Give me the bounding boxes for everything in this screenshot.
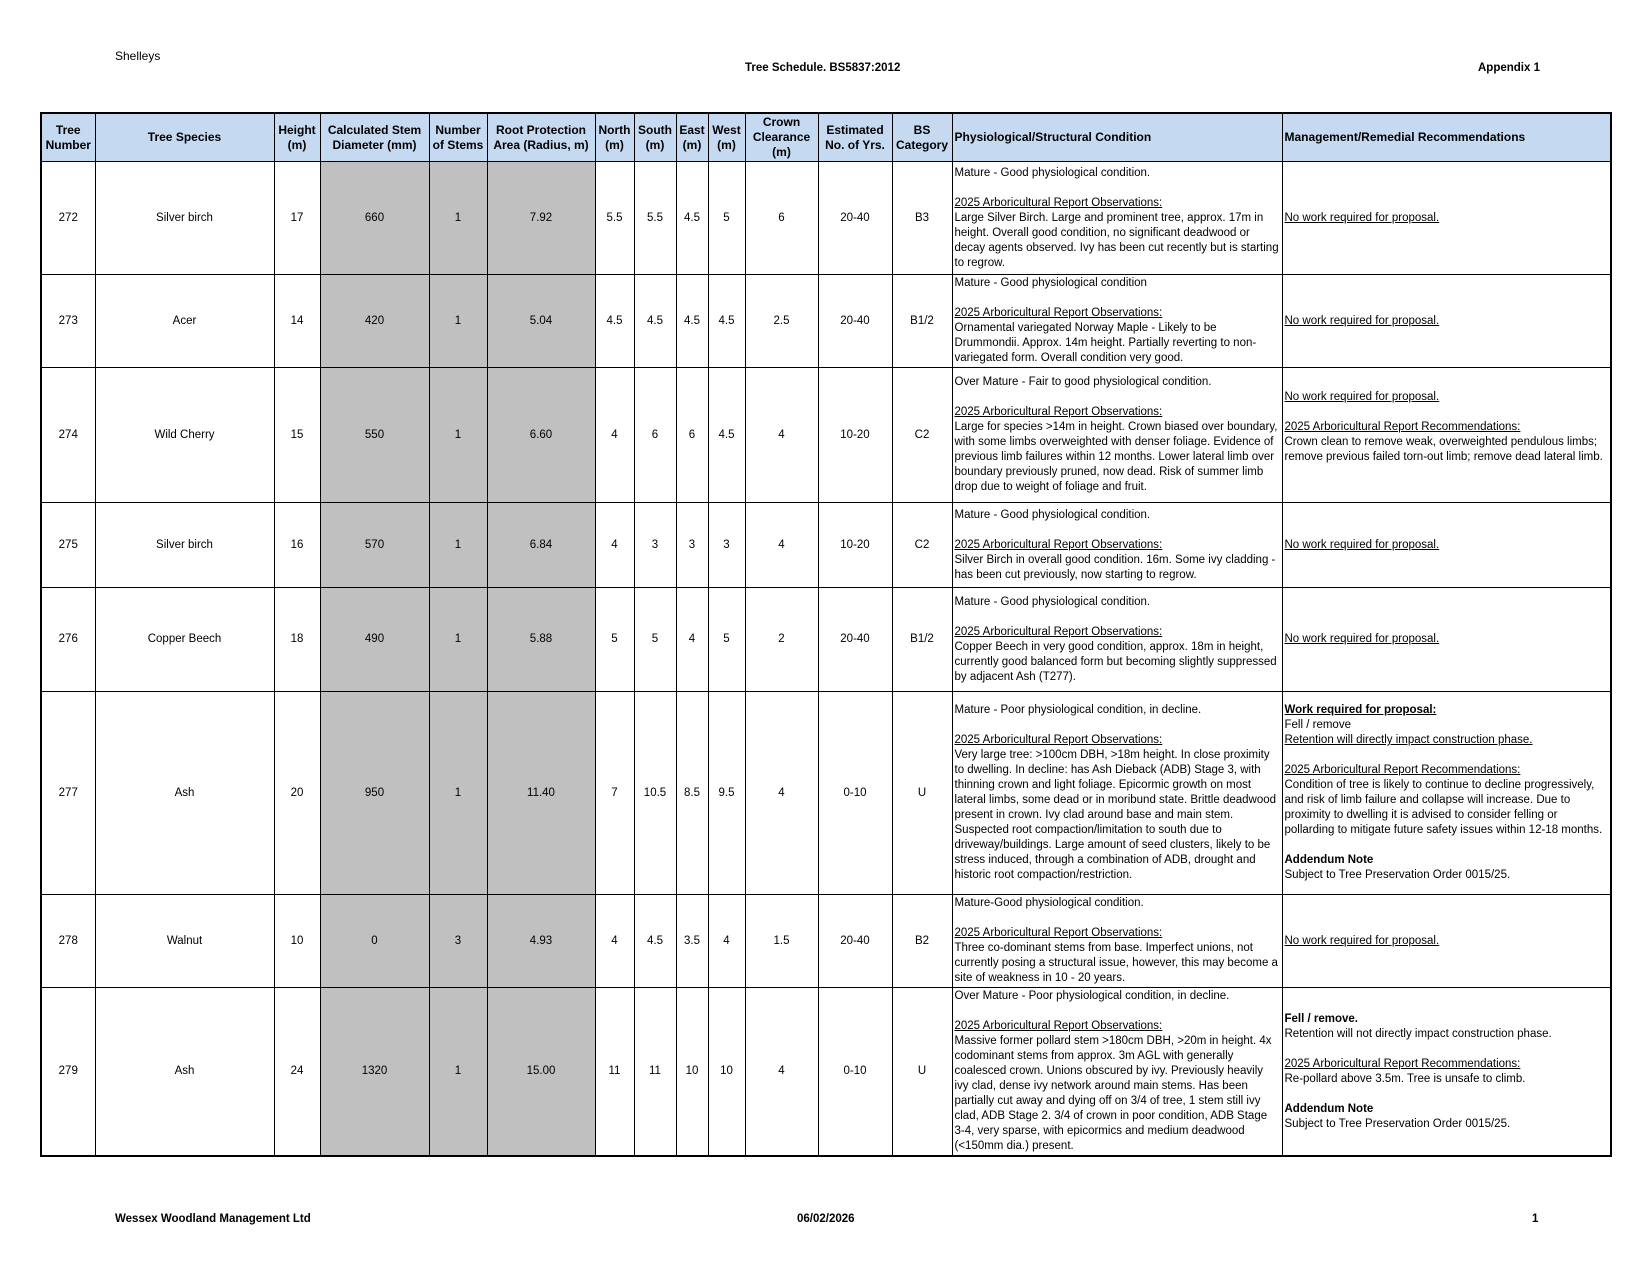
recommendations-heading: 2025 Arboricultural Report Recommendations: bbox=[1284, 421, 1521, 433]
col-header-tree-species: Tree Species bbox=[95, 113, 274, 162]
stem-diameter: 490 bbox=[320, 588, 429, 692]
bs-category: U bbox=[892, 692, 952, 895]
south-spread: 5 bbox=[634, 588, 676, 692]
col-header-east: East (m) bbox=[676, 113, 708, 162]
rpa-radius: 6.84 bbox=[487, 503, 595, 588]
management-text: No work required for proposal. bbox=[1284, 934, 1440, 947]
tree-species: Walnut bbox=[95, 895, 274, 988]
col-header-root-protection: Root Protection Area (Radius, m) bbox=[487, 113, 595, 162]
condition-cell bbox=[952, 692, 1282, 895]
observations-text: Large Silver Birch. Large and prominent tree, approx. 17m in height. Overall good condition, no significant deadwood or decay agents observed. Ivy has been cut recently but is starting to regrow. bbox=[954, 211, 1279, 269]
work-required-heading: Work required for proposal: bbox=[1284, 704, 1437, 716]
height: 24 bbox=[274, 988, 320, 1157]
addendum-text: Subject to Tree Preservation Order 0015/25. bbox=[1284, 1117, 1511, 1130]
condition-cell bbox=[952, 275, 1282, 368]
estimated-years: 20-40 bbox=[818, 162, 892, 275]
tree-number: 276 bbox=[41, 588, 95, 692]
management-cell bbox=[1282, 162, 1611, 275]
observations-text: Silver Birch in overall good condition. 16m. Some ivy cladding - has been cut previously, now starting to regrow. bbox=[954, 553, 1276, 581]
management-cell bbox=[1282, 275, 1611, 368]
management-cell bbox=[1282, 988, 1611, 1157]
number-of-stems: 1 bbox=[429, 275, 487, 368]
col-header-stem-diameter: Calculated Stem Diameter (mm) bbox=[320, 113, 429, 162]
bs-category: B1/2 bbox=[892, 275, 952, 368]
condition-summary: Over Mature - Fair to good physiological condition. bbox=[954, 376, 1212, 388]
height: 16 bbox=[274, 503, 320, 588]
east-spread: 4 bbox=[676, 588, 708, 692]
tree-species: Ash bbox=[95, 988, 274, 1157]
table-row bbox=[41, 692, 1611, 895]
tree-number: 272 bbox=[41, 162, 95, 275]
tree-number: 273 bbox=[41, 275, 95, 368]
bs-category: U bbox=[892, 988, 952, 1157]
col-header-crown-clearance: Crown Clearance (m) bbox=[745, 113, 818, 162]
condition-summary: Mature - Poor physiological condition, in decline. bbox=[954, 704, 1202, 716]
height: 10 bbox=[274, 895, 320, 988]
observations-text: Three co-dominant stems from base. Imperfect unions, not currently posing a structural issue, however, this may become a site of weakness in 10 - 20 years. bbox=[954, 942, 1278, 984]
observations-heading: 2025 Arboricultural Report Observations: bbox=[954, 307, 1163, 319]
east-spread: 8.5 bbox=[676, 692, 708, 895]
condition-cell bbox=[952, 162, 1282, 275]
observations-text: Large for species >14m in height. Crown biased over boundary, with some limbs overweighted with denser foliage. Evidence of previous limb failures within 12 months. Lower lateral limb over boundary previously pruned, now dead. Risk of summer limb drop due to weight of foliage and fruit. bbox=[954, 421, 1278, 493]
number-of-stems: 1 bbox=[429, 368, 487, 503]
stem-diameter: 570 bbox=[320, 503, 429, 588]
table-row bbox=[41, 162, 1611, 275]
number-of-stems: 1 bbox=[429, 503, 487, 588]
height: 20 bbox=[274, 692, 320, 895]
tree-schedule-table bbox=[40, 112, 1612, 1157]
condition-cell bbox=[952, 368, 1282, 503]
bs-category: C2 bbox=[892, 503, 952, 588]
crown-clearance: 4 bbox=[745, 503, 818, 588]
estimated-years: 20-40 bbox=[818, 588, 892, 692]
document-date: 06/02/2026 bbox=[797, 1213, 855, 1225]
estimated-years: 20-40 bbox=[818, 895, 892, 988]
number-of-stems: 1 bbox=[429, 588, 487, 692]
east-spread: 3.5 bbox=[676, 895, 708, 988]
header-row bbox=[41, 113, 1611, 162]
condition-summary: Mature - Good physiological condition. bbox=[954, 508, 1151, 521]
rpa-radius: 6.60 bbox=[487, 368, 595, 503]
observations-heading: 2025 Arboricultural Report Observations: bbox=[954, 927, 1163, 939]
col-header-west: West (m) bbox=[708, 113, 745, 162]
observations-heading: 2025 Arboricultural Report Observations: bbox=[954, 1020, 1163, 1032]
site-name: Shelleys bbox=[115, 49, 161, 63]
crown-clearance: 4 bbox=[745, 692, 818, 895]
management-cell bbox=[1282, 503, 1611, 588]
estimated-years: 10-20 bbox=[818, 368, 892, 503]
stem-diameter: 550 bbox=[320, 368, 429, 503]
col-header-number-of-stems: Number of Stems bbox=[429, 113, 487, 162]
north-spread: 4 bbox=[595, 503, 634, 588]
col-header-condition: Physiological/Structural Condition bbox=[952, 113, 1282, 162]
rpa-radius: 11.40 bbox=[487, 692, 595, 895]
management-text: No work required for proposal. bbox=[1284, 633, 1440, 645]
tree-species: Acer bbox=[95, 275, 274, 368]
recommendations-text: Condition of tree is likely to continue to decline progressively, and risk of limb failure and collapse will increase. Due to proximity to dwelling it is advised to consider felling or pollarding to mitigate future safety issues within 12-18 months. bbox=[1284, 779, 1603, 836]
stem-diameter: 420 bbox=[320, 275, 429, 368]
condition-summary: Mature - Good physiological condition. bbox=[954, 595, 1151, 608]
stem-diameter: 1320 bbox=[320, 988, 429, 1157]
work-action: Fell / remove bbox=[1284, 719, 1351, 731]
col-header-south: South (m) bbox=[634, 113, 676, 162]
tree-species: Copper Beech bbox=[95, 588, 274, 692]
crown-clearance: 4 bbox=[745, 368, 818, 503]
col-header-estimated-years: Estimated No. of Yrs. bbox=[818, 113, 892, 162]
observations-text: Copper Beech in very good condition, approx. 18m in height, currently good balanced form but becoming slightly suppressed by adjacent Ash (T277). bbox=[954, 640, 1277, 683]
condition-summary: Mature - Good physiological condition. bbox=[954, 166, 1151, 179]
east-spread: 3 bbox=[676, 503, 708, 588]
page-number: 1 bbox=[1532, 1213, 1539, 1225]
condition-summary: Mature-Good physiological condition. bbox=[954, 897, 1144, 909]
observations-text: Massive former pollard stem >180cm DBH, >20m in height. 4x codominant stems from approx. 3m AGL with generally coalesced crown. Unions obscured by ivy. Previously heavily ivy clad, dense ivy network around main stems. Has been partially cut away and dying off on 3/4 of tree, 1 stem still ivy clad, ADB Stage 2. 3/4 of crown in poor condition, ADB Stage 3-4, very sparse, with epicormics and medium deadwood (<150mm dia.) present. bbox=[954, 1035, 1272, 1152]
west-spread: 4.5 bbox=[708, 368, 745, 503]
table-row bbox=[41, 588, 1611, 692]
number-of-stems: 1 bbox=[429, 988, 487, 1157]
north-spread: 7 bbox=[595, 692, 634, 895]
rpa-radius: 4.93 bbox=[487, 895, 595, 988]
west-spread: 5 bbox=[708, 588, 745, 692]
estimated-years: 20-40 bbox=[818, 275, 892, 368]
east-spread: 10 bbox=[676, 988, 708, 1157]
table-row bbox=[41, 275, 1611, 368]
height: 14 bbox=[274, 275, 320, 368]
tree-number: 275 bbox=[41, 503, 95, 588]
management-cell bbox=[1282, 692, 1611, 895]
addendum-heading: Addendum Note bbox=[1284, 1102, 1374, 1115]
table-row bbox=[41, 368, 1611, 503]
east-spread: 6 bbox=[676, 368, 708, 503]
document-title: Tree Schedule. BS5837:2012 bbox=[745, 62, 901, 74]
table-row bbox=[41, 988, 1611, 1157]
number-of-stems: 3 bbox=[429, 895, 487, 988]
col-header-management: Management/Remedial Recommendations bbox=[1282, 113, 1611, 162]
estimated-years: 0-10 bbox=[818, 692, 892, 895]
work-action: Fell / remove. bbox=[1284, 1012, 1359, 1025]
stem-diameter: 0 bbox=[320, 895, 429, 988]
tree-number: 278 bbox=[41, 895, 95, 988]
west-spread: 4 bbox=[708, 895, 745, 988]
table-row bbox=[41, 503, 1611, 588]
crown-clearance: 6 bbox=[745, 162, 818, 275]
north-spread: 11 bbox=[595, 988, 634, 1157]
tree-number: 274 bbox=[41, 368, 95, 503]
east-spread: 4.5 bbox=[676, 162, 708, 275]
south-spread: 4.5 bbox=[634, 895, 676, 988]
north-spread: 4.5 bbox=[595, 275, 634, 368]
work-note: Retention will directly impact construction phase. bbox=[1284, 734, 1533, 746]
observations-text: Very large tree: >100cm DBH, >18m height. In close proximity to dwelling. In decline: has Ash Dieback (ADB) Stage 3, with thinning crown and light foliage. Epicormic growth on most lateral limbs, some dead or in moribund state. Brittle deadwood present in crown. Ivy clad around base and main stem. Suspected root compaction/limitation to south due to driveway/buildings. Large amount of seed clusters, likely to be stress induced, through a combination of ADB, drought and historic root compaction/restriction. bbox=[954, 749, 1277, 881]
observations-heading: 2025 Arboricultural Report Observations: bbox=[954, 406, 1163, 418]
condition-cell bbox=[952, 503, 1282, 588]
management-text: No work required for proposal. bbox=[1284, 211, 1440, 224]
north-spread: 4 bbox=[595, 368, 634, 503]
number-of-stems: 1 bbox=[429, 162, 487, 275]
condition-cell bbox=[952, 895, 1282, 988]
west-spread: 5 bbox=[708, 162, 745, 275]
south-spread: 5.5 bbox=[634, 162, 676, 275]
tree-number: 279 bbox=[41, 988, 95, 1157]
crown-clearance: 2 bbox=[745, 588, 818, 692]
condition-summary: Over Mature - Poor physiological condition, in decline. bbox=[954, 990, 1230, 1002]
tree-species: Wild Cherry bbox=[95, 368, 274, 503]
addendum-text: Subject to Tree Preservation Order 0015/25. bbox=[1284, 869, 1511, 881]
rpa-radius: 5.88 bbox=[487, 588, 595, 692]
recommendations-text: Crown clean to remove weak, overweighted pendulous limbs; remove previous failed torn-out limb; remove dead lateral limb. bbox=[1284, 436, 1603, 463]
south-spread: 11 bbox=[634, 988, 676, 1157]
west-spread: 9.5 bbox=[708, 692, 745, 895]
management-cell bbox=[1282, 588, 1611, 692]
stem-diameter: 660 bbox=[320, 162, 429, 275]
tree-species: Silver birch bbox=[95, 162, 274, 275]
stem-diameter: 950 bbox=[320, 692, 429, 895]
recommendations-heading: 2025 Arboricultural Report Recommendations: bbox=[1284, 1057, 1521, 1070]
col-header-tree-number: Tree Number bbox=[41, 113, 95, 162]
col-header-height: Height (m) bbox=[274, 113, 320, 162]
recommendations-heading: 2025 Arboricultural Report Recommendations: bbox=[1284, 764, 1521, 776]
bs-category: C2 bbox=[892, 368, 952, 503]
number-of-stems: 1 bbox=[429, 692, 487, 895]
crown-clearance: 2.5 bbox=[745, 275, 818, 368]
north-spread: 5.5 bbox=[595, 162, 634, 275]
observations-heading: 2025 Arboricultural Report Observations: bbox=[954, 734, 1163, 746]
east-spread: 4.5 bbox=[676, 275, 708, 368]
tree-species: Ash bbox=[95, 692, 274, 895]
company-name: Wessex Woodland Management Ltd bbox=[115, 1213, 311, 1225]
rpa-radius: 5.04 bbox=[487, 275, 595, 368]
south-spread: 3 bbox=[634, 503, 676, 588]
north-spread: 5 bbox=[595, 588, 634, 692]
crown-clearance: 4 bbox=[745, 988, 818, 1157]
observations-text: Ornamental variegated Norway Maple - Likely to be Drummondii. Approx. 14m height. Partially reverting to non-variegated form. Overall condition very good. bbox=[954, 322, 1257, 364]
bs-category: B1/2 bbox=[892, 588, 952, 692]
observations-heading: 2025 Arboricultural Report Observations: bbox=[954, 625, 1163, 638]
appendix-label: Appendix 1 bbox=[1478, 62, 1540, 74]
management-text: No work required for proposal. bbox=[1284, 314, 1440, 327]
rpa-radius: 15.00 bbox=[487, 988, 595, 1157]
south-spread: 6 bbox=[634, 368, 676, 503]
condition-summary: Mature - Good physiological condition bbox=[954, 277, 1147, 289]
condition-cell bbox=[952, 988, 1282, 1157]
crown-clearance: 1.5 bbox=[745, 895, 818, 988]
work-note: Retention will not directly impact construction phase. bbox=[1284, 1027, 1552, 1040]
condition-cell bbox=[952, 588, 1282, 692]
estimated-years: 0-10 bbox=[818, 988, 892, 1157]
bs-category: B2 bbox=[892, 895, 952, 988]
west-spread: 10 bbox=[708, 988, 745, 1157]
bs-category: B3 bbox=[892, 162, 952, 275]
tree-number: 277 bbox=[41, 692, 95, 895]
col-header-north: North (m) bbox=[595, 113, 634, 162]
observations-heading: 2025 Arboricultural Report Observations: bbox=[954, 538, 1163, 551]
management-text: No work required for proposal. bbox=[1284, 391, 1440, 403]
addendum-heading: Addendum Note bbox=[1284, 854, 1374, 866]
col-header-bs-category: BS Category bbox=[892, 113, 952, 162]
west-spread: 3 bbox=[708, 503, 745, 588]
estimated-years: 10-20 bbox=[818, 503, 892, 588]
rpa-radius: 7.92 bbox=[487, 162, 595, 275]
management-cell bbox=[1282, 895, 1611, 988]
observations-heading: 2025 Arboricultural Report Observations: bbox=[954, 196, 1163, 209]
south-spread: 4.5 bbox=[634, 275, 676, 368]
height: 18 bbox=[274, 588, 320, 692]
height: 17 bbox=[274, 162, 320, 275]
south-spread: 10.5 bbox=[634, 692, 676, 895]
management-text: No work required for proposal. bbox=[1284, 538, 1440, 551]
recommendations-text: Re-pollard above 3.5m. Tree is unsafe to climb. bbox=[1284, 1072, 1526, 1085]
height: 15 bbox=[274, 368, 320, 503]
management-cell bbox=[1282, 368, 1611, 503]
tree-species: Silver birch bbox=[95, 503, 274, 588]
west-spread: 4.5 bbox=[708, 275, 745, 368]
table-row bbox=[41, 895, 1611, 988]
north-spread: 4 bbox=[595, 895, 634, 988]
